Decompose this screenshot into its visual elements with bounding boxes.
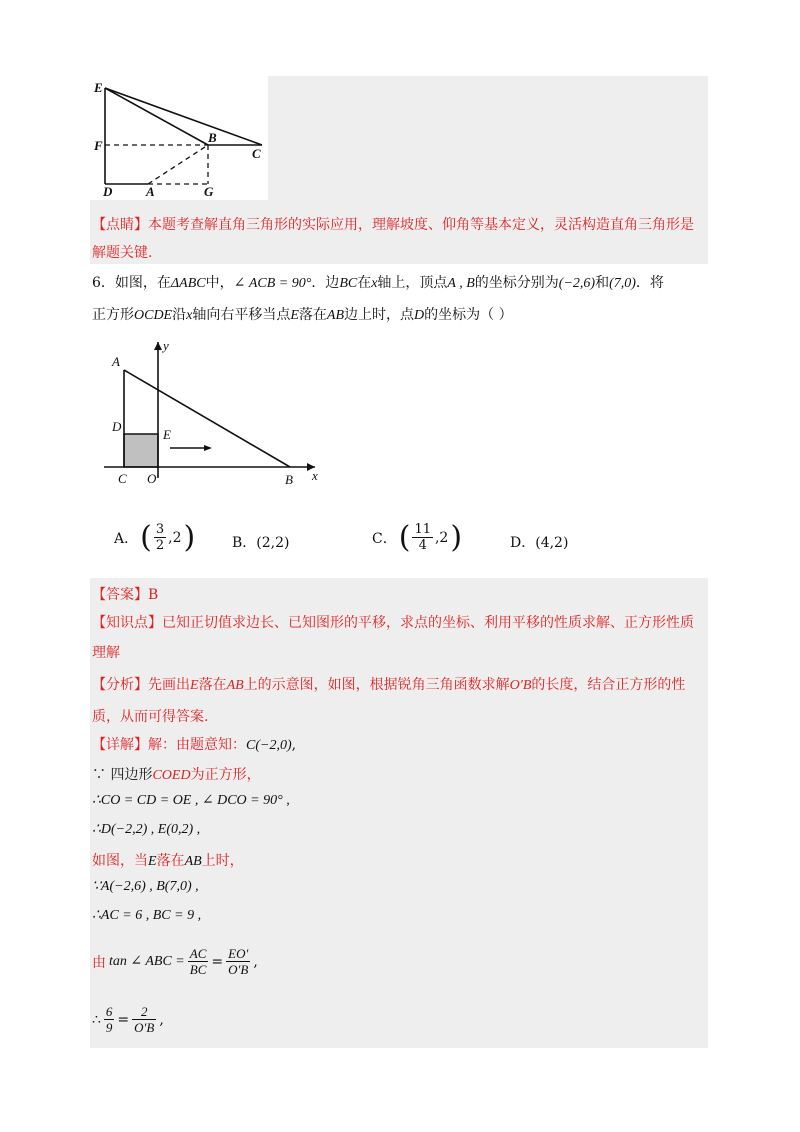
q6-text: 的坐标为（ ）	[424, 307, 513, 323]
q6-x: x	[371, 276, 378, 291]
q6-text: 落在	[298, 307, 327, 323]
fig1-label-E: E	[94, 80, 103, 95]
zhishi-line2: 理解	[92, 645, 120, 661]
option-c-tail: ,2	[434, 529, 449, 546]
q6-ab: A , B	[447, 276, 475, 291]
zhishi-line1	[92, 612, 694, 632]
q6-text: ．边	[311, 275, 340, 291]
xiangjie-coed: COED	[152, 768, 191, 783]
answer-tag: 【答案】	[92, 587, 148, 603]
option-a[interactable]: A． ( $\frac{3}{2}$ ,2 )	[114, 520, 196, 555]
q6-text: ．将	[635, 275, 664, 291]
option-d-value: (4,2)	[535, 535, 569, 551]
fenxi-text: 先画出	[148, 677, 190, 693]
dianjing-line1	[92, 214, 694, 234]
xiangjie-text: ∵ 四边形	[92, 767, 153, 783]
q6-bc: BC	[339, 276, 358, 291]
fenxi-text: 的长度，结合正方形的性	[531, 677, 686, 693]
option-c[interactable]: C． ( $\frac{11}{4}$ ,2 )	[372, 520, 463, 555]
xiangjie-text: 由	[92, 954, 106, 971]
option-a-tail: ,2	[168, 529, 182, 546]
xiangjie-text: 上时，	[201, 853, 244, 869]
fraction-6-9: $\frac{6}{9}$	[105, 1004, 113, 1035]
figure-1-diagram	[90, 76, 270, 200]
xiangjie-text: 解：由题意知：	[148, 737, 246, 753]
xiangjie-line7: ∴AC = 6 , BC = 9 ,	[92, 908, 202, 923]
fig2-label-E: E	[163, 427, 171, 442]
fraction-ac-bc: $\frac{AC}{BC}$	[189, 946, 207, 977]
xiangjie-line5	[92, 850, 244, 870]
fig1-label-D: D	[103, 184, 113, 199]
xiangjie-text: 落在	[156, 853, 185, 869]
option-b[interactable]	[232, 532, 290, 552]
fenxi-tag: 【分析】	[92, 677, 148, 693]
xiangjie-tag: 【详解】	[92, 737, 148, 753]
fig2-label-C: C	[118, 471, 127, 486]
solution-band	[90, 578, 708, 1048]
q6-text: 边上时，点	[344, 307, 415, 323]
fenxi-line1	[92, 674, 685, 694]
q6-text: 在	[357, 275, 372, 291]
zhishi-text: 已知正切值求边长、已知图形的平移，求点的坐标、利用平移的性质求解、正方形性质	[162, 615, 694, 631]
figure-2-diagram	[100, 338, 330, 488]
equals: =	[211, 953, 224, 970]
fraction-eo-ob: $\frac{EO'}{O'B}$	[228, 946, 249, 977]
fraction-2-ob: $\frac{2}{O'B}$	[134, 1004, 155, 1035]
option-b-value: (2,2)	[256, 535, 290, 551]
option-a-label: A．	[114, 530, 139, 547]
q6-d: D	[414, 308, 425, 323]
xiangjie-line4: ∴D(−2,2) , E(0,2) ,	[92, 822, 201, 837]
fig1-label-C: C	[252, 146, 261, 161]
answer-value: B	[148, 587, 159, 603]
q6-e: E	[290, 308, 299, 323]
xiangjie-text: 为正方形，	[190, 767, 261, 783]
q6-text: 和	[595, 275, 610, 291]
fig2-label-D: D	[112, 419, 122, 434]
xiangjie-point-c: C(−2,0)	[246, 738, 292, 753]
zhishi-tag: 【知识点】	[92, 615, 162, 631]
q6-text: 的坐标分别为	[474, 275, 559, 291]
xiangjie-line9	[92, 1004, 164, 1035]
fig2-label-y: y	[163, 338, 169, 353]
xiangjie-tan: tan ∠ ABC =	[109, 954, 185, 969]
question-6-line1	[92, 272, 664, 292]
option-c-fraction: $\frac{11}{4}$	[414, 522, 431, 553]
dianjing-line2: 解题关键.	[92, 245, 153, 261]
fig2-label-O: O	[147, 471, 157, 486]
answer-line	[92, 584, 158, 604]
therefore-symbol: ∴	[92, 1011, 101, 1028]
q6-ocde: OCDE	[134, 308, 173, 323]
q6-text: 正方形	[92, 307, 134, 323]
xiangjie-e: E	[148, 854, 157, 869]
option-b-label: B．	[232, 535, 257, 551]
fenxi-line2: 质，从而可得答案.	[92, 709, 209, 725]
xiangjie-text: 如图，当	[92, 853, 148, 869]
fenxi-e: E	[190, 678, 199, 693]
xiangjie-text: ,	[291, 737, 297, 753]
xiangjie-line2	[92, 764, 261, 784]
fenxi-ab: AB	[226, 678, 244, 693]
option-d[interactable]	[510, 532, 568, 552]
fig2-label-x: x	[312, 468, 318, 483]
q6-text: 中，	[205, 275, 234, 291]
fig1-label-A: A	[146, 184, 155, 199]
q6-x: x	[186, 308, 193, 323]
fenxi-text: 上的示意图，如图，根据锐角三角函数求解	[243, 677, 510, 693]
xiangjie-line3: ∴CO = CD = OE , ∠ DCO = 90° ,	[92, 793, 290, 808]
q6-triangle: ΔABC	[170, 276, 206, 291]
fig1-label-G: G	[204, 184, 214, 199]
q6-text: 轴向右平移当点	[192, 307, 291, 323]
question-6-line2	[92, 304, 513, 324]
fenxi-text: 落在	[198, 677, 227, 693]
xiangjie-line8	[92, 946, 258, 977]
xiangjie-line6: ∵A(−2,6) , B(7,0) ,	[92, 879, 199, 894]
option-d-label: D．	[510, 535, 536, 551]
xiangjie-text: ,	[159, 1011, 164, 1028]
q6-coord-b: (7,0)	[609, 276, 636, 291]
q6-ab: AB	[326, 308, 345, 323]
q6-text: 沿	[172, 307, 187, 323]
option-c-label: C．	[372, 530, 397, 547]
q6-coord-a: (−2,6)	[558, 276, 596, 291]
fig1-label-B: B	[208, 130, 217, 145]
fig2-label-A: A	[112, 354, 120, 369]
fenxi-ob: O′B	[509, 678, 532, 693]
fig1-label-F: F	[94, 138, 103, 153]
option-a-fraction: $\frac{3}{2}$	[155, 522, 165, 553]
xiangjie-text: ,	[253, 953, 258, 970]
dianjing-tag: 【点睛】	[92, 217, 148, 233]
xiangjie-line1	[92, 734, 296, 754]
equals: =	[117, 1011, 130, 1028]
dianjing-text1: 本题考查解直角三角形的实际应用，理解坡度、仰角等基本定义，灵活构造直角三角形是	[148, 217, 694, 233]
fig2-label-B: B	[285, 472, 293, 487]
q6-text: 6．如图，在	[92, 275, 171, 291]
q6-text: 轴上，顶点	[377, 275, 448, 291]
q6-angle: ∠ ACB = 90°	[233, 276, 312, 291]
xiangjie-ab: AB	[184, 854, 202, 869]
